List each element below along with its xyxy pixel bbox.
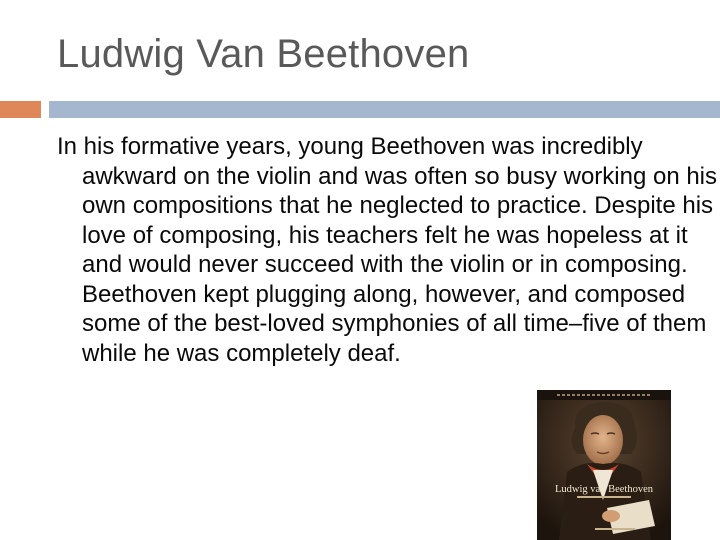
book-title: Ludwig van Beethoven: [555, 484, 653, 495]
body-paragraph: In his formative years, young Beethoven was incredibly awkward on the violin and was often so busy working on his own compositions that he neglected to practice. Despite his love of composing, his teachers felt he was hopeless at it and would never succeed with the violin or in composing. Beethoven kept plugging along, however, and composed some of the best-loved symphonies of all time–five of them while he was completely deaf.: [57, 133, 718, 367]
book-cover-image: [537, 390, 671, 540]
slide-title: Ludwig Van Beethoven: [57, 32, 470, 76]
beethoven-portrait-icon: [537, 390, 671, 540]
title-divider-bar: [49, 101, 720, 118]
accent-bar: [0, 101, 41, 118]
